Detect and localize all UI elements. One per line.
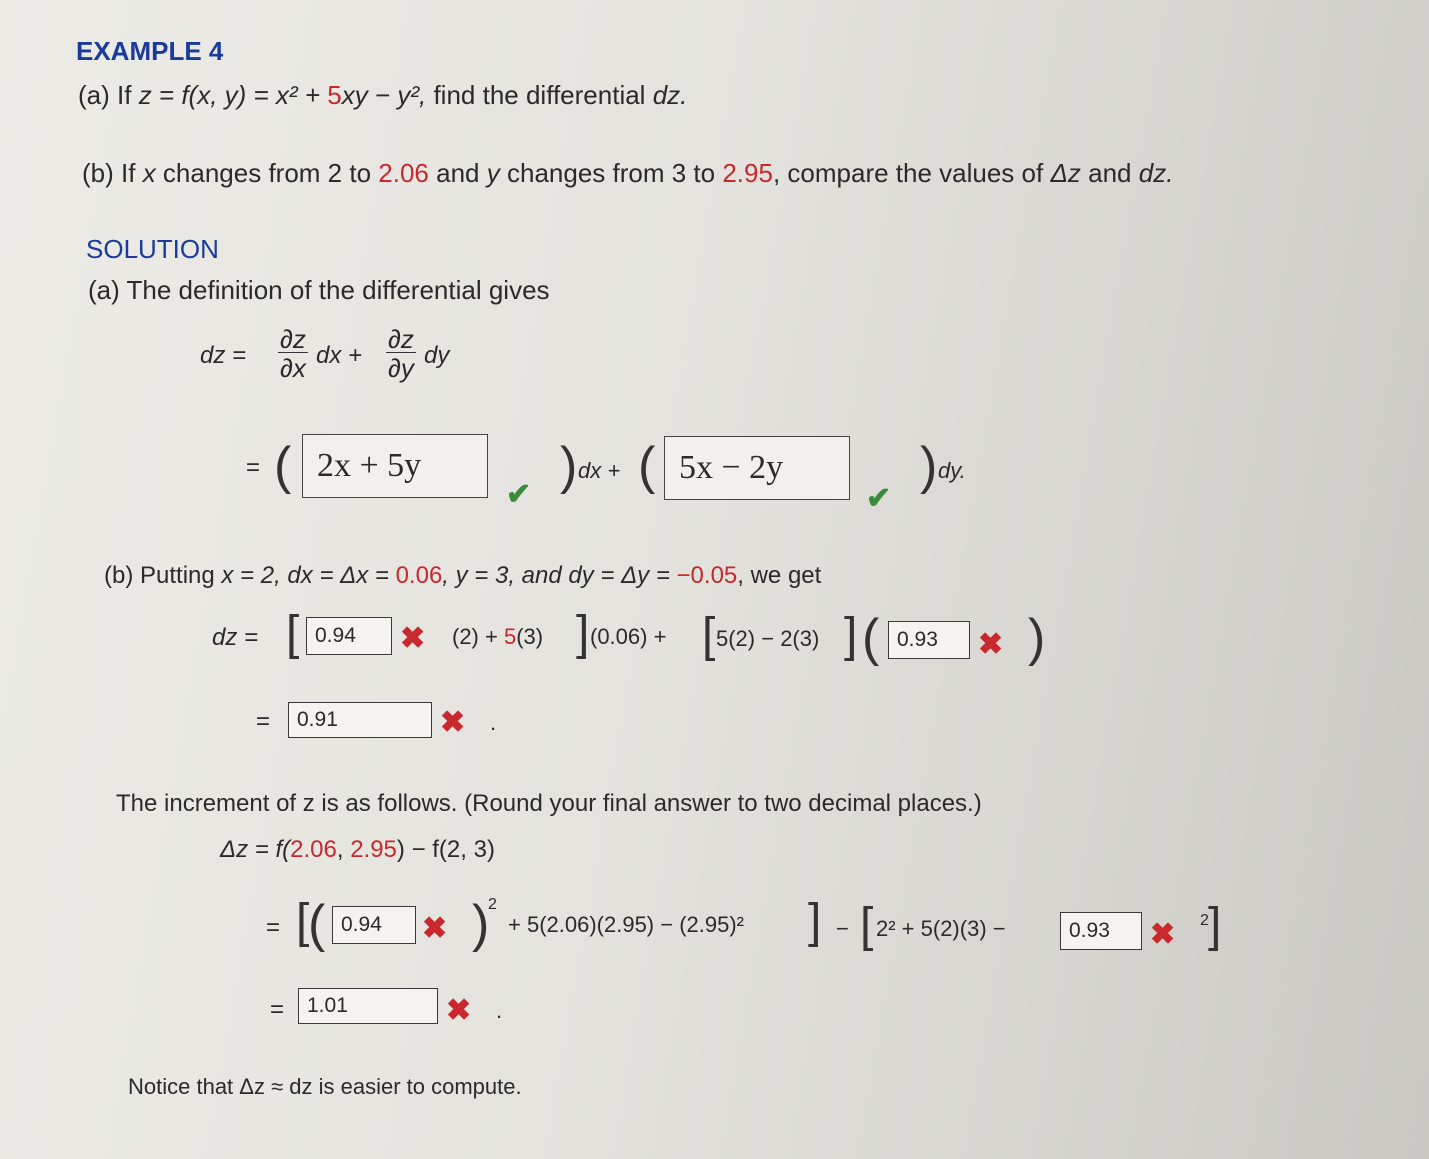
part-a-statement: (a) If z = f(x, y) = x² + 5xy − y², find the differential dz. (78, 80, 688, 110)
increment-intro: The increment of z is as follows. (Round your final answer to two decimal places.) (116, 790, 982, 817)
dy-term: dy (424, 342, 450, 369)
open-bracket: [ (860, 899, 874, 952)
check-icon: ✔ (506, 478, 532, 511)
answer-input-partial-x[interactable]: 2x + 5y (302, 434, 488, 498)
exponent: 2 (488, 896, 497, 913)
close-paren: ) (1028, 609, 1046, 667)
close-paren: ) (472, 895, 490, 953)
dy-after: dy. (938, 458, 966, 483)
check-icon: ✔ (866, 482, 892, 515)
dz-mid-3: 5(2) − 2(3) (716, 626, 820, 651)
incorrect-icon: ✖ (422, 912, 448, 945)
part-b-intro: (b) Putting x = 2, dx = Δx = 0.06, y = 3, and dy = Δy = −0.05, we get (104, 562, 822, 589)
close-bracket: ] (576, 607, 590, 660)
solution-a-intro: (a) The definition of the differential gives (88, 275, 550, 305)
close-bracket: ] (844, 609, 858, 662)
open-bracket: [ (296, 895, 310, 948)
close-bracket: ] (808, 895, 822, 948)
input-increment-b[interactable]: 0.93 (1060, 912, 1142, 950)
open-paren: ( (638, 437, 656, 495)
equals-sign: = (270, 996, 285, 1023)
solution-heading: SOLUTION (86, 234, 219, 264)
open-bracket: [ (702, 609, 716, 662)
input-fx-value[interactable]: 0.94 (306, 617, 392, 655)
minus-sign: − (836, 916, 849, 941)
input-delta-z-result[interactable]: 1.01 (298, 988, 438, 1024)
open-paren: ( (308, 895, 326, 953)
period: . (490, 710, 497, 735)
incorrect-icon: ✖ (440, 706, 466, 739)
period: . (496, 998, 503, 1023)
dz-lhs-b: dz = (212, 624, 259, 651)
equals-sign: = (256, 708, 271, 735)
input-dz-result[interactable]: 0.91 (288, 702, 432, 738)
dx-after: dx + (578, 458, 621, 483)
dz-lhs: dz = (200, 342, 247, 369)
delta-z-definition: Δz = f(2.06, 2.95) − f(2, 3) (220, 836, 495, 863)
close-paren: ) (560, 437, 578, 495)
open-bracket: [ (286, 607, 300, 660)
dz-mid-2: (0.06) + (590, 624, 667, 649)
fraction-dz-dx: $\frac{\partial z}{\partial x}$ (280, 324, 306, 383)
incorrect-icon: ✖ (1150, 918, 1176, 951)
input-fy-value[interactable]: 0.93 (888, 621, 970, 659)
incorrect-icon: ✖ (446, 994, 472, 1027)
exponent: 2 (1200, 912, 1209, 929)
incorrect-icon: ✖ (978, 628, 1004, 661)
open-paren: ( (862, 609, 880, 667)
fraction-dz-dy: $\frac{\partial z}{\partial y}$ (388, 324, 414, 383)
equals-sign: = (266, 914, 281, 941)
dz-mid-1: (2) + 5(3) (452, 624, 544, 649)
equals-sign: = (246, 454, 261, 481)
incorrect-icon: ✖ (400, 622, 426, 655)
notice-text: Notice that Δz ≈ dz is easier to compute. (128, 1074, 522, 1099)
answer-input-partial-y[interactable]: 5x − 2y (664, 436, 850, 500)
input-increment-a[interactable]: 0.94 (332, 906, 416, 944)
open-paren: ( (274, 437, 292, 495)
dx-term: dx + (316, 342, 363, 369)
increment-term-1: + 5(2.06)(2.95) − (2.95)² (508, 912, 745, 937)
close-bracket: ] (1208, 899, 1222, 952)
close-paren: ) (920, 437, 938, 495)
part-b-statement: (b) If x changes from 2 to 2.06 and y changes from 3 to 2.95, compare the values of Δz and dz. (82, 158, 1174, 188)
increment-term-2: 2² + 5(2)(3) − (876, 916, 1006, 941)
example-title: EXAMPLE 4 (76, 36, 224, 66)
